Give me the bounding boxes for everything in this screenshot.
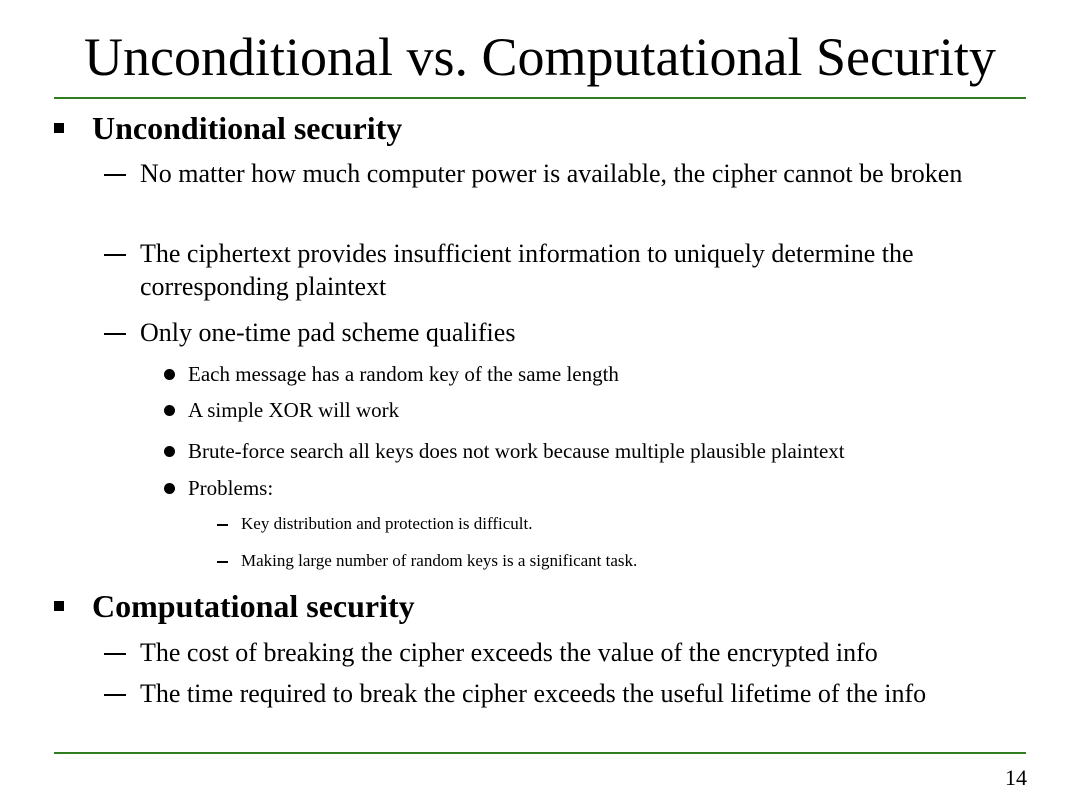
page-number: 14 (1005, 765, 1027, 790)
dash-bullet-icon (104, 333, 126, 335)
round-bullet-icon (164, 369, 175, 380)
dash-bullet-icon (104, 174, 126, 176)
subsubpoint-text: Key distribution and protection is difficult. (241, 514, 533, 533)
subpoint-text: Brute-force search all keys does not work because multiple plausible plaintext (188, 439, 845, 463)
square-bullet-icon (54, 601, 64, 611)
round-bullet-icon (164, 446, 175, 457)
slide-title: Unconditional vs. Computational Security (84, 27, 996, 87)
subpoint-text: A simple XOR will work (188, 398, 400, 422)
footer-divider (54, 752, 1026, 754)
dash-bullet-icon (217, 561, 228, 563)
dash-bullet-icon (104, 653, 126, 655)
point-text: The ciphertext provides insufficient information to uniquely determine the corresponding plaintext (140, 239, 914, 301)
subpoint-text: Each message has a random key of the same length (188, 362, 619, 386)
dash-bullet-icon (104, 694, 126, 696)
section-heading-unconditional: Unconditional security (92, 110, 403, 146)
section-heading-computational: Computational security (92, 588, 415, 624)
point-text: No matter how much computer power is available, the cipher cannot be broken (140, 159, 963, 188)
subsubpoint-text: Making large number of random keys is a significant task. (241, 551, 638, 570)
round-bullet-icon (164, 405, 175, 416)
point-text: The cost of breaking the cipher exceeds the value of the encrypted info (140, 638, 878, 667)
title-divider (54, 97, 1026, 99)
round-bullet-icon (164, 483, 175, 494)
dash-bullet-icon (217, 524, 228, 526)
square-bullet-icon (54, 123, 64, 133)
point-text: The time required to break the cipher exceeds the useful lifetime of the info (140, 679, 927, 708)
dash-bullet-icon (104, 254, 126, 256)
point-text: Only one-time pad scheme qualifies (140, 318, 516, 347)
subpoint-text: Problems: (188, 476, 274, 500)
